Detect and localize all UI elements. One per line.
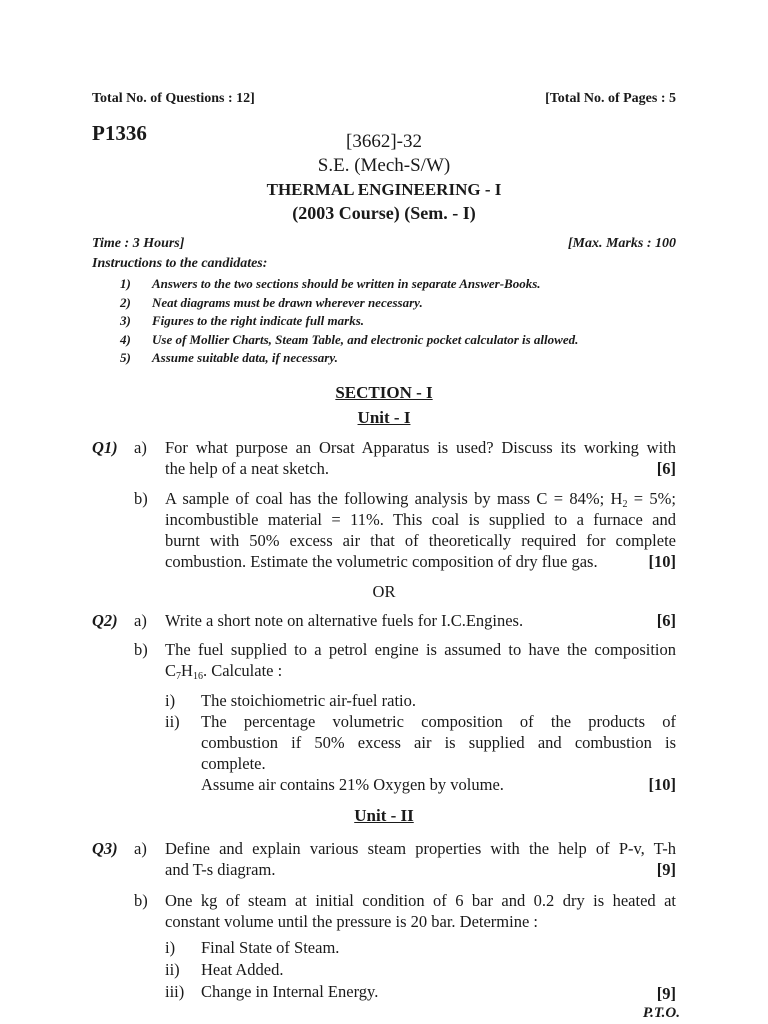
q2b-sub-i: The stoichiometric air-fuel ratio. bbox=[201, 691, 416, 710]
instruction-text: Answers to the two sections should be written in separate Answer-Books. bbox=[152, 276, 541, 291]
instruction-num: 3) bbox=[120, 313, 131, 328]
q1b-subscript: 2 bbox=[622, 499, 628, 510]
q2b-note: Assume air contains 21% Oxygen by volume. bbox=[201, 775, 504, 794]
q3-label: Q3) bbox=[92, 839, 118, 858]
formula-h-sub: 16 bbox=[192, 671, 203, 682]
q3b-sub-i: Final State of Steam. bbox=[201, 938, 340, 957]
q2b-sub-ii-num: ii) bbox=[165, 712, 180, 731]
q2b-sub-ii-line: complete. bbox=[201, 754, 266, 773]
instructions-heading: Instructions to the candidates: bbox=[92, 256, 268, 271]
q1b-line1-post: = 5%; bbox=[627, 489, 677, 508]
q3a-marks: [9] bbox=[656, 860, 676, 879]
q2b-letter: b) bbox=[134, 640, 148, 659]
q1b-line bbox=[165, 551, 676, 572]
instruction-item bbox=[120, 295, 680, 314]
instruction-text: Neat diagrams must be drawn wherever necessary. bbox=[152, 294, 423, 310]
q2b-line bbox=[165, 660, 676, 681]
q1b-text bbox=[165, 488, 676, 572]
unit-2-heading: Unit - II bbox=[354, 806, 414, 825]
q3b-marks: [9] bbox=[656, 984, 676, 1003]
q2b-text bbox=[165, 639, 676, 681]
instruction-item bbox=[120, 276, 680, 295]
q3b-line: constant volume until the pressure is 20 bar. Determine : bbox=[165, 912, 538, 931]
q3b-line: One kg of steam at initial condition of 6 bar and 0.2 dry is heated at bbox=[165, 891, 676, 910]
instruction-num: 2) bbox=[120, 294, 131, 310]
q1a-text bbox=[165, 437, 676, 479]
q3a-line-text: and T-s diagram. bbox=[165, 860, 276, 879]
q2b-line2-post: . Calculate : bbox=[202, 661, 283, 680]
q1a-line: For what purpose an Orsat Apparatus is used? Discuss its working with bbox=[165, 438, 676, 457]
instruction-item bbox=[120, 350, 680, 369]
q2a-letter: a) bbox=[134, 611, 147, 630]
instructions-list bbox=[120, 276, 680, 369]
q1b-line: burnt with 50% excess air that of theoretically required for complete bbox=[165, 531, 676, 550]
q2b-sub-ii-line: combustion if 50% excess air is supplied and combustion is bbox=[201, 733, 676, 752]
q1b-line-text: combustion. Estimate the volumetric composition of dry flue gas. bbox=[165, 552, 598, 571]
pto-footer: P.T.O. bbox=[642, 1005, 680, 1021]
formula-h: H bbox=[181, 661, 193, 680]
q3b-sub-iii-num: iii) bbox=[165, 982, 185, 1001]
instruction-num: 4) bbox=[120, 331, 131, 347]
q1a-letter: a) bbox=[134, 438, 147, 457]
section-heading: SECTION - I bbox=[335, 383, 433, 402]
formula-c: C bbox=[165, 661, 177, 680]
q3b-sub-iii: Change in Internal Energy. bbox=[201, 982, 379, 1001]
q1b-line: incombustible material = 11%. This coal is supplied to a furnace and bbox=[165, 510, 676, 529]
course-title: S.E. (Mech-S/W) bbox=[317, 155, 451, 176]
scheme-title: (2003 Course) (Sem. - I) bbox=[292, 203, 476, 223]
q1-label: Q1) bbox=[92, 438, 118, 457]
total-pages: [Total No. of Pages : 5 bbox=[545, 91, 676, 106]
instruction-text: Assume suitable data, if necessary. bbox=[152, 350, 338, 365]
instruction-num: 1) bbox=[120, 276, 131, 291]
q1b-marks: [10] bbox=[648, 552, 676, 571]
formula-c-sub: 7 bbox=[176, 671, 182, 682]
q3b-sub-ii-num: ii) bbox=[165, 960, 180, 979]
q2b-line: The fuel supplied to a petrol engine is assumed to have the composition bbox=[165, 640, 676, 659]
q3a-line: Define and explain various steam properties with the help of P-v, T-h bbox=[165, 839, 676, 858]
q2a-line-text: Write a short note on alternative fuels for I.C.Engines. bbox=[165, 611, 524, 630]
unit-1-heading: Unit - I bbox=[357, 408, 411, 427]
q1a-line-text: the help of a neat sketch. bbox=[165, 459, 330, 478]
or-separator: OR bbox=[372, 582, 396, 601]
instruction-num: 5) bbox=[120, 350, 131, 365]
instruction-item bbox=[120, 313, 680, 332]
time-label: Time : 3 Hours] bbox=[92, 236, 185, 251]
instruction-text: Figures to the right indicate full marks. bbox=[152, 313, 365, 328]
q3b-sub-i-num: i) bbox=[165, 938, 176, 957]
q1b-letter: b) bbox=[134, 489, 148, 508]
instruction-text: Use of Mollier Charts, Steam Table, and electronic pocket calculator is allowed. bbox=[152, 331, 579, 347]
instruction-item bbox=[120, 332, 680, 351]
q3a-letter: a) bbox=[134, 839, 147, 858]
q2a-text bbox=[165, 610, 676, 631]
q1a-line bbox=[165, 458, 676, 479]
q2b-sub-i-num: i) bbox=[165, 691, 176, 710]
q1a-marks: [6] bbox=[656, 459, 676, 478]
q2b-sub-ii-line: The percentage volumetric composition of the products of bbox=[201, 712, 676, 731]
q2b-marks: [10] bbox=[648, 775, 676, 794]
q3b-text bbox=[165, 890, 676, 932]
q3a-line bbox=[165, 859, 676, 880]
q3b-letter: b) bbox=[134, 891, 148, 910]
seat-code: [3662]-32 bbox=[346, 131, 422, 152]
q2b-sub-ii bbox=[201, 711, 676, 795]
total-questions: Total No. of Questions : 12] bbox=[92, 91, 255, 106]
q2b-note-line bbox=[201, 774, 676, 795]
q3b-sub-ii: Heat Added. bbox=[201, 960, 284, 979]
q1b-line1-pre: A sample of coal has the following analysis by mass C = 84%; H bbox=[165, 489, 623, 508]
paper-code: P1336 bbox=[92, 121, 147, 145]
max-marks: [Max. Marks : 100 bbox=[567, 236, 676, 251]
q3a-text bbox=[165, 838, 676, 880]
subject-title: THERMAL ENGINEERING - I bbox=[266, 180, 502, 199]
q2a-marks: [6] bbox=[656, 611, 676, 630]
q2-label: Q2) bbox=[92, 611, 118, 630]
q1b-line bbox=[165, 488, 676, 509]
